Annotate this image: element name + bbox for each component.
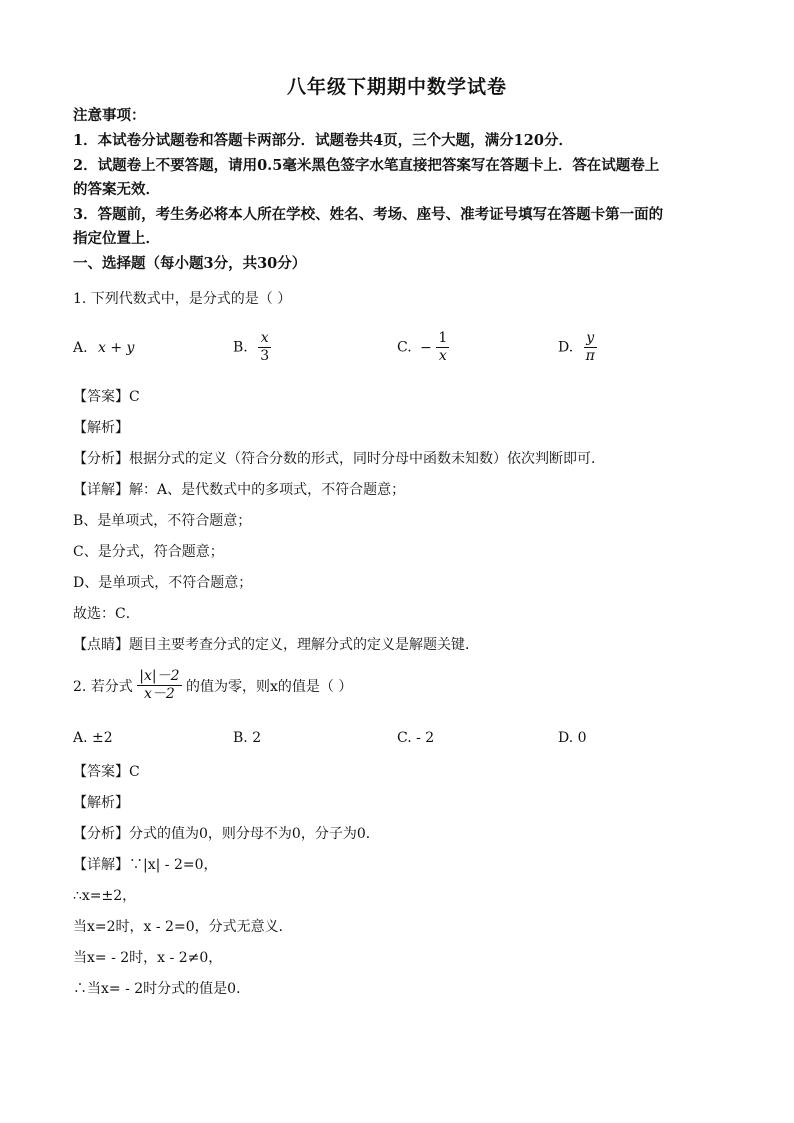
q1-xiangjie: 【详解】解：A、是代数式中的多项式，不符合题意； [73, 482, 406, 498]
q2-suffix: 的值为零，则x的值是（ ） [185, 678, 353, 695]
question-1-stem: 1. 下列代数式中，是分式的是（ ） [73, 291, 292, 307]
q1-choice: 故选：C． [73, 606, 140, 622]
q1-fenxi: 【分析】根据分式的定义（符合分数的形式，同时分母中函数未知数）依次判断即可． [73, 451, 605, 467]
denominator: π [585, 348, 595, 364]
q1-analysis-heading: 【解析】 [73, 420, 129, 436]
denominator: x [438, 348, 447, 364]
denominator: 3 [260, 348, 270, 364]
notice-item-1: 1．本试卷分试题卷和答题卡两部分．试题卷共4页，三个大题，满分120分． [73, 132, 573, 149]
q2-fenxi: 【分析】分式的值为0，则分母不为0，分子为0． [73, 826, 380, 842]
q2-option-b: B. 2 [233, 730, 262, 746]
q2-fraction [137, 668, 181, 703]
notice-item-2: 2．试题卷上不要答题，请用0.5毫米黑色签字水笔直接把答案写在答题卡上．答在试题卷上 [73, 157, 660, 174]
q2-prefix: 2. 若分式 [73, 678, 133, 695]
q1-option-a [73, 340, 134, 356]
q2-answer: 【答案】C [73, 764, 140, 780]
q2-analysis-heading: 【解析】 [73, 795, 129, 811]
numerator: |x|－2 [139, 668, 180, 684]
q2-line-1: ∴x=±2， [73, 888, 137, 904]
fraction [258, 330, 271, 365]
numerator: x [258, 330, 271, 348]
numerator: 1 [438, 330, 448, 346]
minus-sign: − [420, 339, 432, 356]
option-label: D. [558, 339, 574, 356]
q1-option-d [558, 330, 597, 365]
notice-heading: 注意事项： [73, 107, 146, 124]
denominator: x－2 [143, 686, 175, 702]
q1-answer: 【答案】C [73, 389, 140, 405]
option-label: A. [73, 340, 88, 356]
q2-xiangjie: 【详解】∵|x| - 2=0， [73, 857, 218, 873]
notice-item-2-cont: 的答案无效． [73, 181, 160, 198]
q1-line-b: B、是单项式，不符合题意； [73, 513, 252, 529]
section-heading: 一、选择题（每小题3分，共30分） [73, 255, 307, 272]
q2-option-d: D. 0 [558, 730, 587, 746]
question-2-stem [73, 668, 352, 703]
page-title: 八年级下期期中数学试卷 [286, 76, 507, 98]
numerator: y [584, 330, 597, 348]
fraction [584, 330, 597, 365]
q1-line-c: C、是分式，符合题意； [73, 544, 224, 560]
option-expr: x + y [98, 340, 135, 356]
q1-dianjing: 【点睛】题目主要考查分式的定义，理解分式的定义是解题关键． [73, 637, 479, 653]
q2-line-2: 当x=2时，x - 2=0，分式无意义． [73, 919, 293, 935]
q1-line-d: D、是单项式，不符合题意； [73, 575, 253, 591]
q2-option-a: A. ±2 [73, 730, 113, 746]
q1-option-b [233, 330, 271, 365]
notice-item-3-cont: 指定位置上． [73, 230, 160, 247]
q2-line-3: 当x= - 2时，x - 2≠0， [73, 950, 223, 966]
q1-option-c [397, 330, 449, 365]
notice-item-3: 3．答题前，考生务必将本人所在学校、姓名、考场、座号、准考证号填写在答题卡第一面的 [73, 206, 664, 223]
q2-option-c: C. - 2 [397, 730, 435, 746]
option-label: C. [397, 339, 412, 356]
option-label: B. [233, 339, 248, 356]
fraction [436, 330, 449, 365]
q2-line-4: ∴当x= - 2时分式的值是0． [73, 981, 251, 997]
